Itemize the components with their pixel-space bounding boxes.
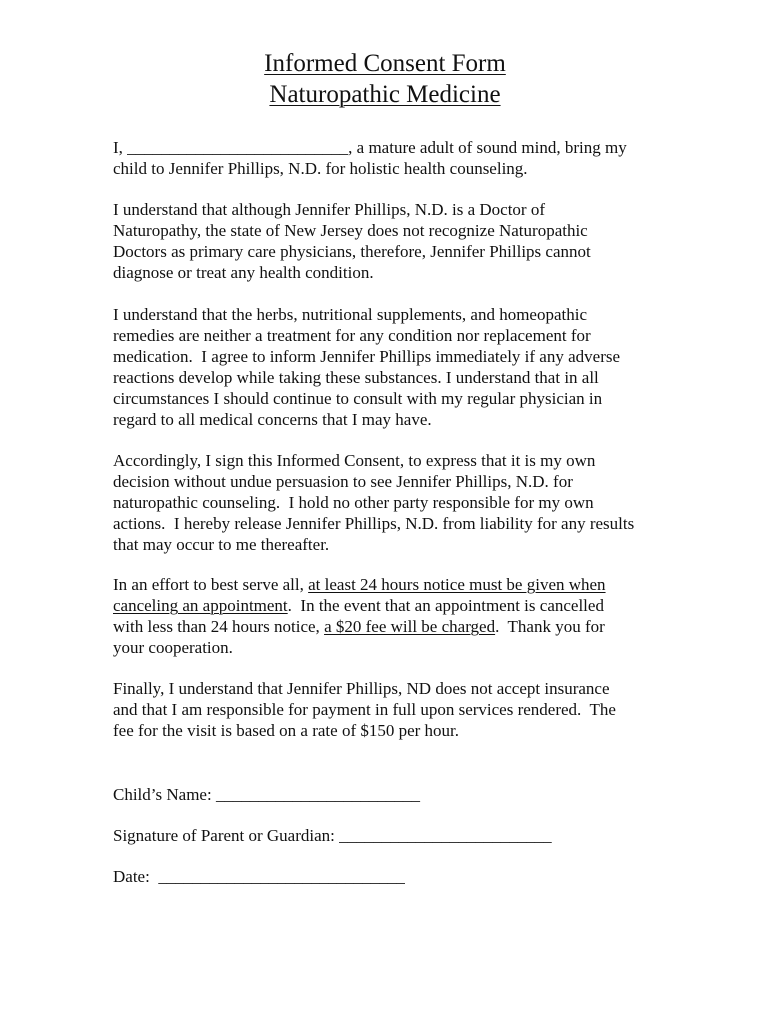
payment-paragraph <box>113 678 673 741</box>
intro-paragraph <box>113 137 673 179</box>
remedies-paragraph <box>113 304 673 430</box>
payment-line: Finally, I understand that Jennifer Phillips, ND does not accept insurance <box>113 679 610 698</box>
consent-line: naturopathic counseling. I hold no other party responsible for my own <box>113 493 594 512</box>
cancellation-text: with less than 24 hours notice, <box>113 617 325 636</box>
title-line-1: Informed Consent Form <box>264 50 506 77</box>
doctor-line: Doctors as primary care physicians, therefore, Jennifer Phillips cannot <box>113 242 591 261</box>
remedies-line: reactions develop while taking these substances. I understand that in all <box>113 368 599 387</box>
cancellation-line <box>113 595 673 616</box>
cancellation-line <box>113 574 673 595</box>
form-subtitle <box>0 79 770 110</box>
cancellation-text: . Thank you for <box>495 617 605 636</box>
cancellation-line: your cooperation. <box>113 638 233 657</box>
doctor-line: I understand that although Jennifer Phillips, N.D. is a Doctor of <box>113 200 546 219</box>
consent-line: that may occur to me thereafter. <box>113 535 330 554</box>
doctor-line: diagnose or treat any health condition. <box>113 263 374 282</box>
cancellation-text: . In the event that an appointment is cancelled <box>287 596 604 615</box>
cancellation-line <box>113 616 673 637</box>
guardian-signature-field[interactable]: Signature of Parent or Guardian: _________________________ <box>113 826 552 845</box>
title-line-2: Naturopathic Medicine <box>269 81 501 108</box>
remedies-line: remedies are neither a treatment for any condition nor replacement for <box>113 326 591 345</box>
child-name-field[interactable]: Child’s Name: ________________________ <box>113 785 420 804</box>
form-title <box>0 48 770 79</box>
cancellation-text: In an effort to best serve all, <box>113 575 309 594</box>
consent-line: Accordingly, I sign this Informed Consent, to express that it is my own <box>113 451 596 470</box>
cancellation-paragraph <box>113 574 673 658</box>
consent-line: decision without undue persuasion to see Jennifer Phillips, N.D. for <box>113 472 573 491</box>
consent-line: actions. I hereby release Jennifer Phillips, N.D. from liability for any results <box>113 514 635 533</box>
date-field[interactable]: Date: _____________________________ <box>113 867 405 886</box>
remedies-line: I understand that the herbs, nutritional supplements, and homeopathic <box>113 305 587 324</box>
payment-line: fee for the visit is based on a rate of $150 per hour. <box>113 721 460 740</box>
remedies-line: circumstances I should continue to consult with my regular physician in <box>113 389 603 408</box>
consent-paragraph <box>113 450 673 555</box>
cancellation-fee-emphasis: a $20 fee will be charged <box>324 617 496 636</box>
remedies-line: regard to all medical concerns that I may have. <box>113 410 432 429</box>
intro-line: child to Jennifer Phillips, N.D. for holistic health counseling. <box>113 159 528 178</box>
remedies-line: medication. I agree to inform Jennifer Phillips immediately if any adverse <box>113 347 621 366</box>
cancellation-notice-emphasis: at least 24 hours notice must be given when <box>308 575 606 594</box>
intro-line: I, __________________________, a mature adult of sound mind, bring my <box>113 138 627 157</box>
cancellation-notice-emphasis: canceling an appointment <box>113 596 288 615</box>
doctor-paragraph <box>113 199 673 283</box>
payment-line: and that I am responsible for payment in full upon services rendered. The <box>113 700 616 719</box>
doctor-line: Naturopathy, the state of New Jersey does not recognize Naturopathic <box>113 221 588 240</box>
